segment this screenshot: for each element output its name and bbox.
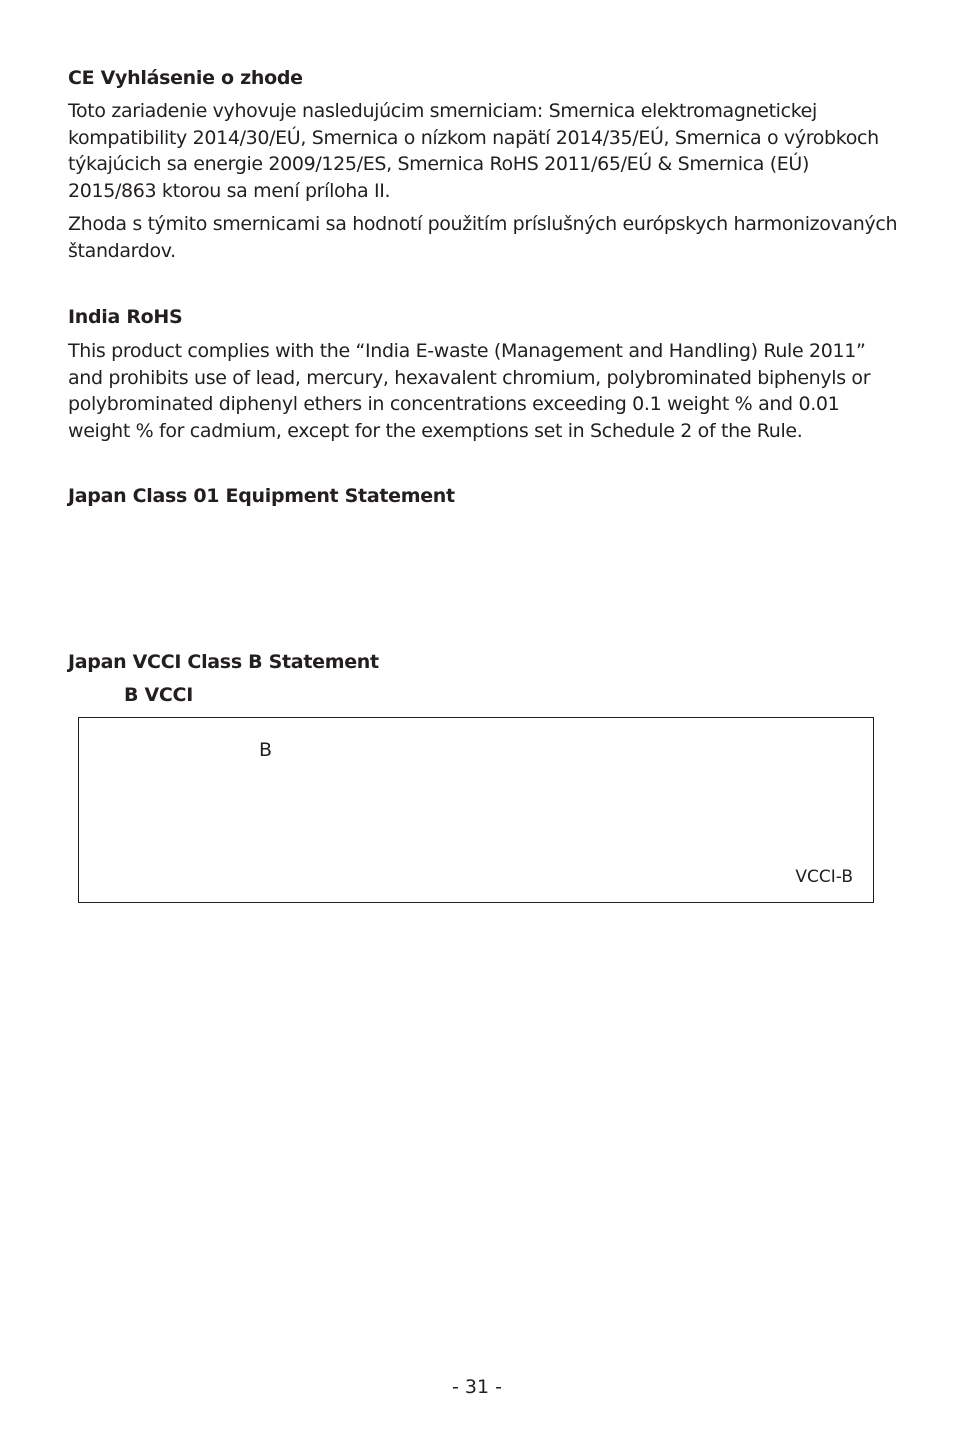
japan-vcci-heading: Japan VCCI Class B Statement xyxy=(68,651,379,673)
vcci-subheading: B VCCI xyxy=(124,684,193,706)
ce-harmonized-standards-paragraph: Zhoda s týmito smernicami sa hodnotí použitím príslušných európskych harmonizovaných štandardov. xyxy=(68,213,898,262)
india-rohs-heading: India RoHS xyxy=(68,306,183,328)
vcci-code-label: VCCI-B xyxy=(795,867,853,887)
vcci-statement-box xyxy=(78,717,874,903)
page-number: - 31 - xyxy=(452,1376,502,1398)
japan-class01-heading: Japan Class 01 Equipment Statement xyxy=(68,485,455,507)
vcci-class-letter: B xyxy=(259,739,273,761)
india-rohs-paragraph: This product complies with the “India E-waste (Management and Handling) Rule 2011” and prohibits use of lead, mercury, hexavalent chromium, polybrominated biphenyls or polybrominated diphenyl ethers in concentrations exceeding 0.1 weight % and 0.01 weight % for cadmium, except for the exemptions set in Schedule 2 of the Rule. xyxy=(68,340,871,442)
ce-directives-paragraph: Toto zariadenie vyhovuje nasledujúcim smerniciam: Smernica elektromagnetickej kompatibility 2014/30/EÚ, Smernica o nízkom napätí 2014/35/EÚ, Smernica o výrobkoch týkajúcich sa energie 2009/125/ES, Smernica RoHS 2011/65/EÚ & Smernica (EÚ) 2015/863 ktorou sa mení príloha II. xyxy=(68,100,879,202)
ce-declaration-heading: CE Vyhlásenie o zhode xyxy=(68,67,303,89)
